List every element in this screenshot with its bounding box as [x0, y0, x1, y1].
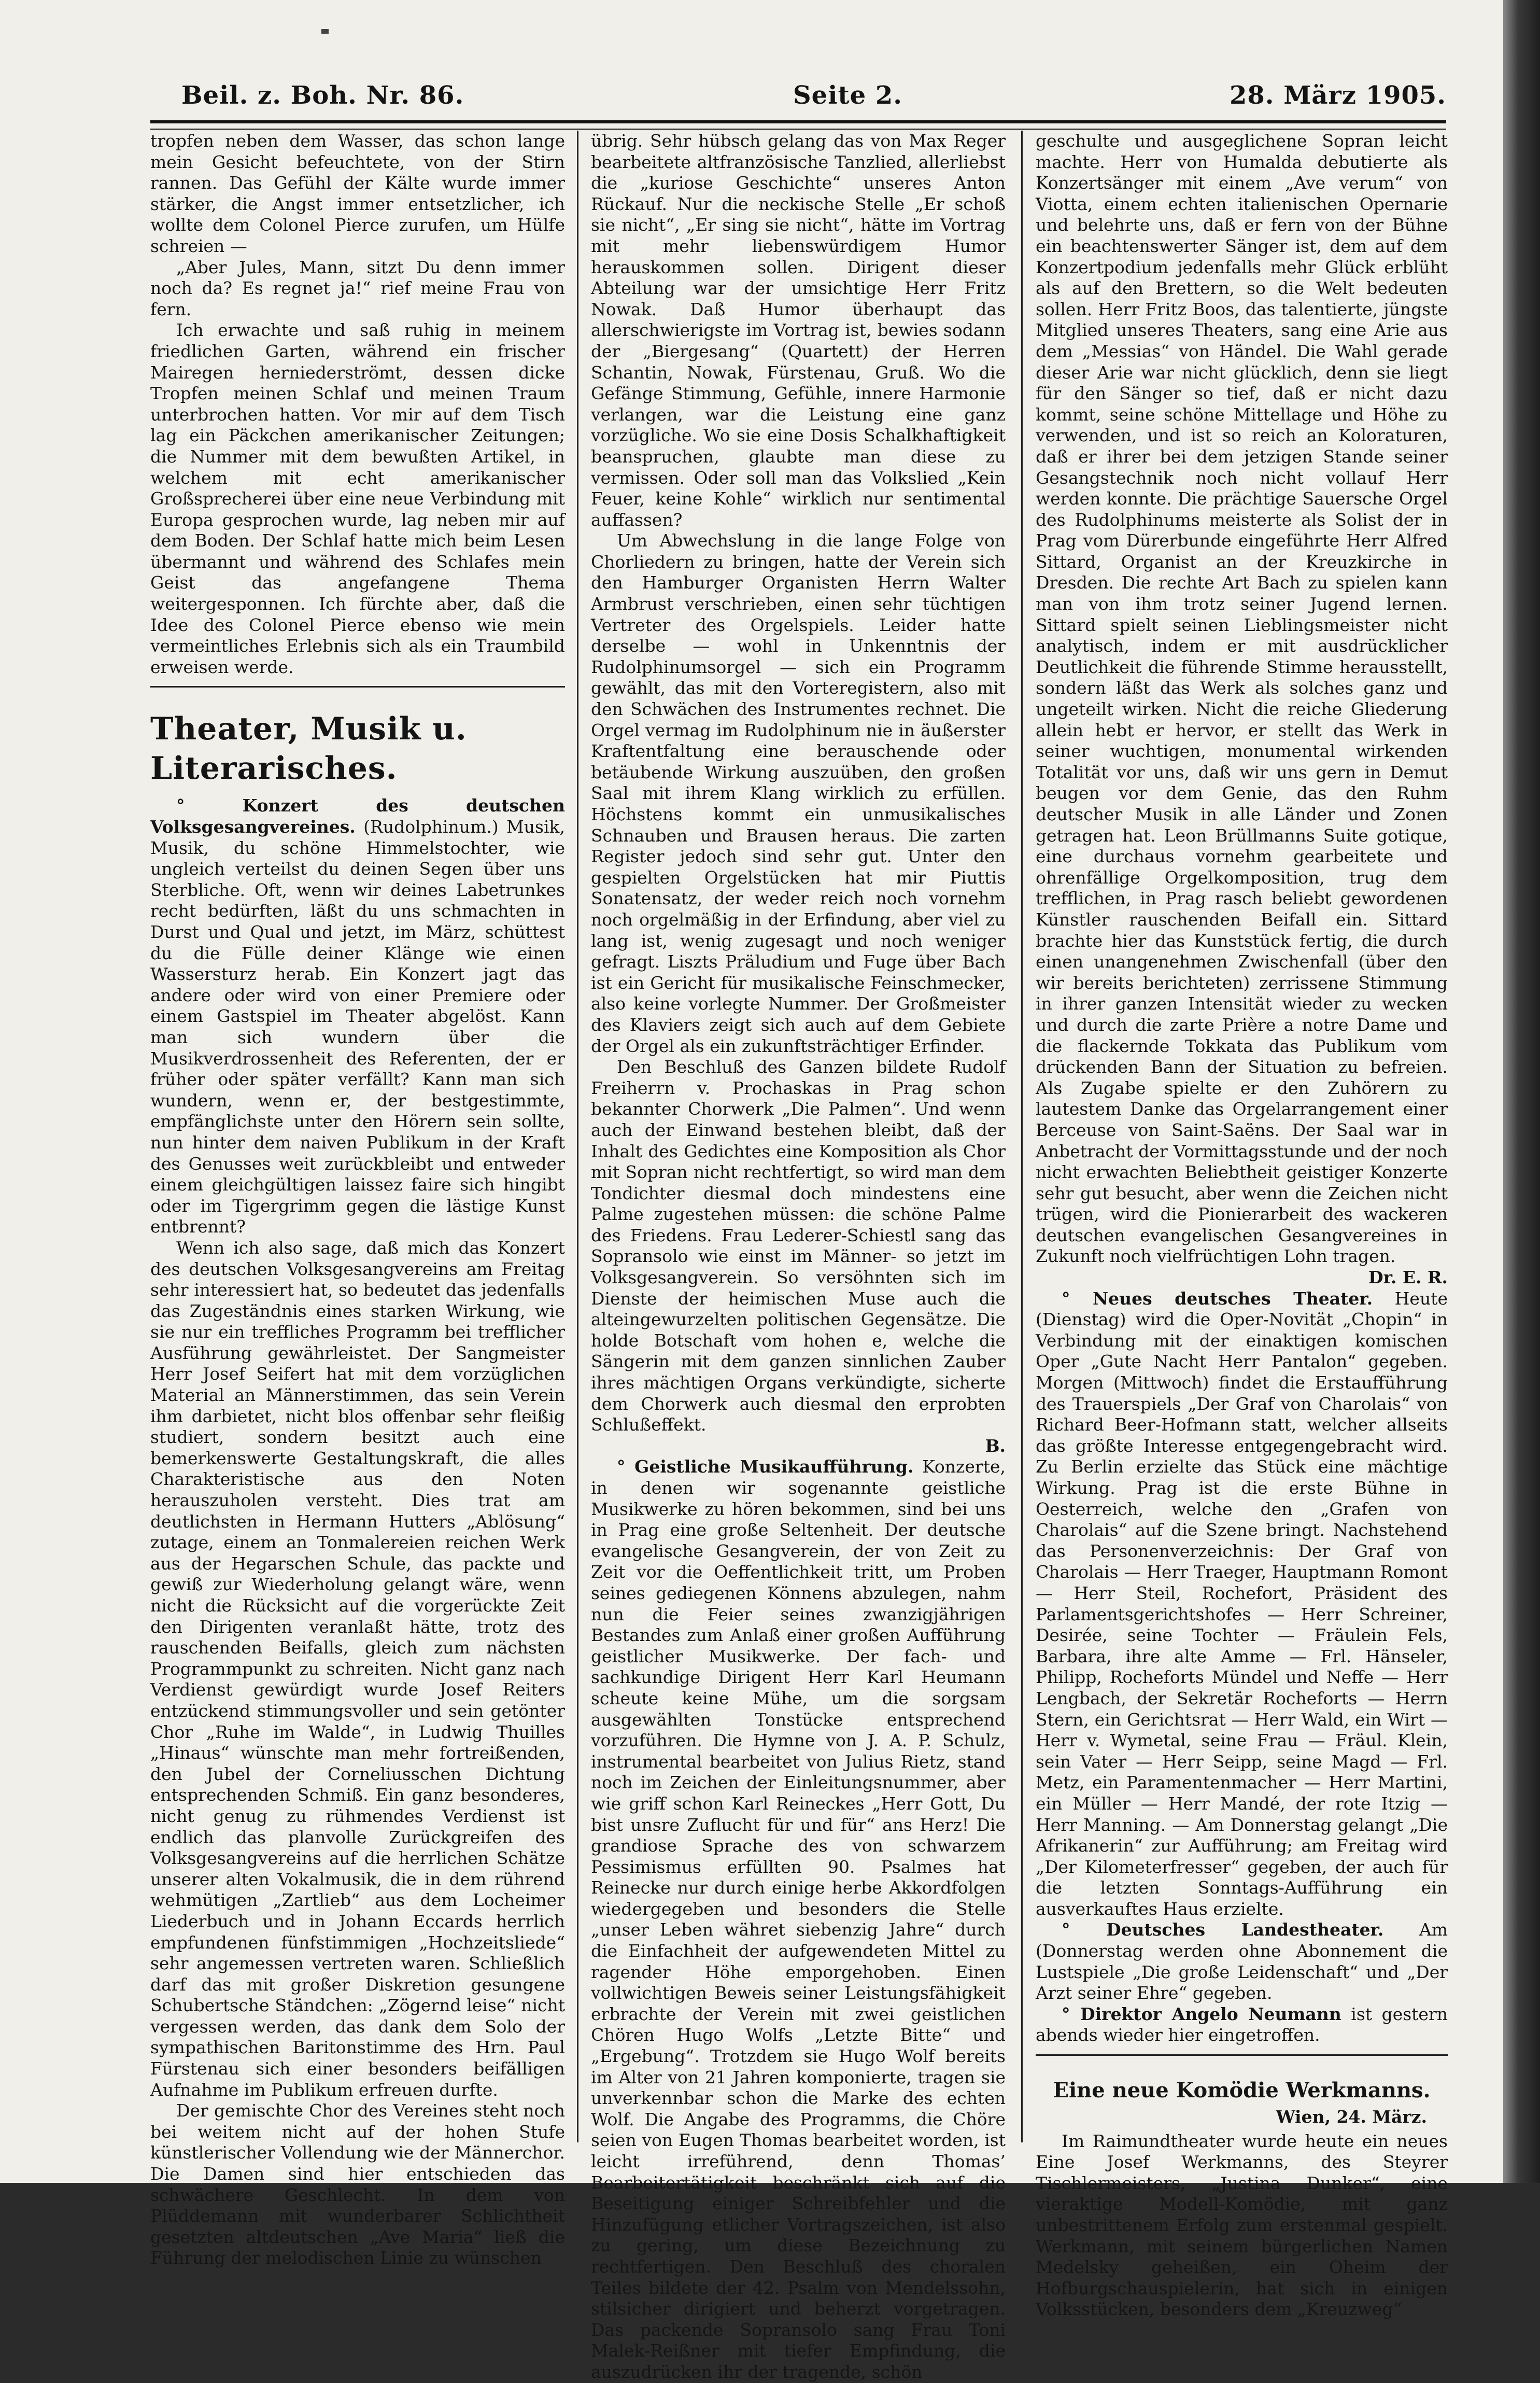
article-geistliche [591, 1456, 1006, 2382]
article-lead: ° Deutsches Landestheater. [1062, 1919, 1384, 1940]
article-signature: B. [985, 1435, 1006, 1456]
column-1 [150, 131, 565, 2268]
section-divider [1036, 2054, 1448, 2058]
article-text: Heute (Dienstag) wird die Oper-Novität „Chopin“ in Verbindung mit der einaktigen komischen Oper „Gute Nacht Herr Pantalon“ gegeben. Morgen (Mittwoch) findet die Erstaufführung des Trauerspiels „Der Graf von Charolais“ von Richard Beer-Hofmann statt, welcher allseits das größte Interesse entgegengebracht wird. Zu Berlin erzielte das Stück eine mächtige Wirkung. Prag ist die erste Bühne in Oesterreich, welche den „Grafen von Charolais“ auf die Szene bringt. Nachstehend das Personenverzeichnis: Der Graf von Charolais — Herr Traeger, Hauptmann Romont — Herr Steil, Rochefort, Präsident des Parlamentsgerichtshofes — Herr Schreiner, Desirée, seine Tochter — Fräulein Fels, Barbara, ihre alte Amme — Frl. Hänseler, Philipp, Rocheforts Mündel und Neffe — Herr Lengbach, der Sekretär Rocheforts — Herrn Stern, ein Gerichtsrat — Herr Wald, ein Wirt — Herr v. Wymetal, seine Frau — Fräul. Klein, sein Vater — Herr Seipp, seine Magd — Frl. Metz, ein Paramentenmacher — Herr Martini, ein Müller — Herr Mandé, der rote Itzig — Herr Manning. — Am Donnerstag gelangt „Die Afrikanerin“ zur Aufführung; am Freitag wird „Der Kilometerfresser“ gegeben, der auch für die letzten Sonntags-Aufführung ein ausverkauftes Haus erzielte. [1036, 1288, 1448, 1919]
article-signature: Dr. E. R. [1368, 1267, 1448, 1288]
story-continuation: tropfen neben dem Wasser, das schon lange mein Gesicht befeuchtete, von der Stirn rannen. Das Gefühl der Kälte wurde immer stärker, die Angst immer entsetzlicher, ich wollte dem Colonel Pierce zurufen, um Hülfe schreien — [150, 131, 565, 256]
article-text: (Rudolphinum.) Musik, Musik, du schöne Himmelstochter, wie ungleich verteilst du deinen Segen über uns Sterbliche. Oft, wenn wir deines Labetrunkes recht bedürften, läßt du uns schmachten in Durst und Qual und jetzt, im März, schüttest du die Fülle deiner Klänge wie einen Wassersturz herab. Ein Konzert jagt das andere oder wird von einer Premiere oder einem Gastspiel im Theater abgelöst. Kann man sich wundern über die Musikverdrossenheit des Referenten, der er früher oder später verfällt? Kann man sich wundern, wenn er, der bestgestimmte, empfänglichste unter den Hörern sein sollte, nun hinter dem naiven Publikum in der Kraft des Genusses weit zurückbleibt und entweder einem gleichgültigen laissez faire sich hingibt oder im Tigergrimm gegen die lästige Kunst entbrennt? [150, 817, 565, 1237]
article-title: Eine neue Komödie Werkmanns. [1053, 2078, 1431, 2103]
article-lead: ° Neues deutsches Theater. [1062, 1288, 1373, 1309]
section-divider [150, 686, 565, 690]
article-lead: ° Konzert des deutschen Volksgesangvereines. [150, 795, 565, 837]
article-lead: ° Geistliche Musikaufführung. [617, 1456, 914, 1477]
article-direktor [1036, 2004, 1448, 2046]
article-paragraph: Wenn ich also sage, daß mich das Konzert des deutschen Volksgesangvereins am Freitag sehr interessiert hat, so bedeutet das jedenfalls das Zugeständnis eines starken Wirkung, wie sie nur ein treffliches Programm bei trefflicher Ausführung gewährleistet. Der Sangmeister Herr Josef Seifert hat mit dem vorzüglichen Material an Männerstimmen, das sein Verein ihm darbietet, nicht blos offenbar sehr fleißig studiert, sondern besitzt auch eine bemerkenswerte Gestaltungskraft, die alles Charakteristische aus den Noten herauszuholen versteht. Dies trat am deutlichsten in Hermann Hutters „Ablösung“ zutage, einem an Tonmalereien reichen Werk aus der Hegarschen Schule, das packte und gewiß zur Wiederholung gelangt wäre, wenn nicht die Rücksicht auf die vorgerückte Zeit den Dirigenten veranlaßt hätte, trotz des rauschenden Beifalls, gleich zum nächsten Programmpunkt zu schreiten. Nicht ganz nach Verdienst gewürdigt wurde Josef Reiters entzückend stimmungsvoller und sein getönter Chor „Ruhe im Walde“, in Ludwig Thuilles „Hinaus“ wünschte man mehr fortreißenden, den Jubel der Corneliusschen Dichtung entsprechenden Schmiß. Ein ganz besonderes, nicht genug zu rühmendes Verdienst ist endlich das planvolle Zurückgreifen des Volksgesangvereins auf die herrlichen Schätze unserer alten Vokalmusik, die in dem rührend wehmütigen „Zartlieb“ aus dem Locheimer Liederbuch und in Johann Eccards herrlich empfundenen fünfstimmigen „Hochzeitsliede“ sehr angemessen vertreten waren. Schließlich darf das mit großer Diskretion gesungene Schubertsche Ständchen: „Zögernd leise“ nicht vergessen werden, das dank dem Solo der sympathischen Baritonstimme des Hrn. Paul Fürstenau sich einer besonders beifälligen Aufnahme im Publikum erfreuen durfte. [150, 1237, 565, 2100]
story-paragraph: „Aber Jules, Mann, sitzt Du denn immer noch da? Es regnet ja!“ rief meine Frau von fern. [150, 257, 565, 319]
article-continuation: geschulte und ausgeglichene Sopran leicht machte. Herr von Humalda debutierte als Konzertsänger mit einem „Ave verum“ von Viotta, einem echten italienischen Opernarie und belehrte uns, daß er fern von der Bühne ein beachtenswerter Sänger ist, dem auf dem Konzertpodium jedenfalls mehr Glück erblüht als auf den Brettern, so die Welt bedeuten sollen. Herr Fritz Boos, das talentierte, jüngste Mitglied unseres Theaters, sang eine Arie aus dem „Messias“ von Händel. Die Wahl gerade dieser Arie war nicht glücklich, denn sie liegt für den Sänger so tief, daß er nicht dazu kommt, seine schöne Mittellage und Höhe zu verwenden, und ist so reich an Koloraturen, daß er ihrer bei dem jetzigen Stande seiner Gesangstechnik noch nicht vollauf Herr werden konnte. Die prächtige Sauersche Orgel des Rudolphinums meisterte als Solist der in Prag vom Dürerbunde eingeführte Herr Alfred Sittard, Organist an der Kreuzkirche in Dresden. Die rechte Art Bach zu spielen kann man von ihm trotz seiner Jugend lernen. Sittard spielt seinen Lieblingsmeister nicht analytisch, indem er mit ausdrücklicher Deutlichkeit die führende Stimme herausstellt, sondern läßt das Werk als solches ganz und ungeteilt wirken. Nicht die reiche Gliederung allein hebt er hervor, er stellt das Werk in seiner wuchtigen, monumental wirkenden Totalität vor uns, daß wir uns gern in Demut beugen vor dem Genie, das den Ruhm deutscher Musik in alle Länder und Zonen getragen hat. Leon Brüllmanns Suite gotique, eine durchaus vornehm gearbeitete und ohrenfällige Orgelkomposition, trug dem trefflichen, in Prag rasch beliebt gewordenen Künstler rauschenden Beifall ein. Sittard brachte hier das Kunststück fertig, die durch einen unangenehmen Zwischenfall (über den wir bereits berichteten) zerrissene Stimmung in ihrer ganzen Intensität wieder zu wecken und durch die zarte Prière a notre Dame und die flackernde Tokkata das Publikum vom drückenden Bann der Situation zu befreien. Als Zugabe spielte er den Zuhörern zu lautestem Danke das Orgelarrangement einer Berceuse von Saint-Saëns. Der Saal war in Anbetracht der Vormittagsstunde und der noch nicht erwachten Beliebtheit geistiger Konzerte sehr gut besucht, aber wenn die Zeichen nicht trügen, wird die Pionierarbeit des wackeren deutschen evangelischen Gesangvereines in Zukunft noch vielfrüchtigen Lohn tragen. [1036, 131, 1448, 1267]
article-continuation: übrig. Sehr hübsch gelang das von Max Reger bearbeitete altfranzösische Tanzlied, allerliebst die „kuriose Geschichte“ unseres Anton Rückauf. Nur die neckische Stelle „Er schoß sie nicht“, „Er sing sie nicht“, hätte im Vortrag mit mehr liebenswürdigem Humor herauskommen sollen. Dirigent dieser Abteilung war der umsichtige Herr Fritz Nowak. Daß Humor überhaupt das allerschwierigste im Vortrag ist, bewies sodann der „Biergesang“ (Quartett) der Herren Schantin, Nowak, Fürstenau, Gruß. Wo die Gefänge Stimmung, Gefühle, innere Harmonie verlangen, war die Leistung eine ganz vorzügliche. Wo sie eine Dosis Schalkhaftigkeit beanspruchen, glaubte man diese zu vermissen. Oder soll man das Volkslied „Kein Feuer, keine Kohle“ wirklich nur sentimental auffassen? [591, 131, 1006, 530]
dateline: Wien, 24. März. [1276, 2107, 1427, 2127]
article-paragraph: Den Beschluß des Ganzen bildete Rudolf Freiherrn v. Prochaskas in Prag schon bekannter Chorwerk „Die Palmen“. Und wenn auch der Einwand bestehen bleibt, daß der Inhalt des Gedichtes eine Komposition als Chor mit Sopran nicht rechtfertigt, so wird man dem Tondichter diesmal doch mindestens eine Palme zugestehen müssen: die schöne Palme des Friedens. Frau Lederer-Schiestl sang das Sopransolo wie einst im Männer- so jetzt im Volksgesangverein. So versöhnten sich im Dienste der heimischen Muse auch die alteingewurzelten politischen Gegensätze. Die holde Botschaft vom hohen e, welche die Sängerin mit dem ganzen sinnlichen Zauber ihres mächtigen Organs verkündigte, sicherte dem Chorwerk auch diesmal den erprobten Schlußeffekt. [591, 1057, 1006, 1435]
scan-edge [1503, 0, 1540, 2183]
header-rule [150, 120, 1446, 130]
ink-smudge [321, 29, 329, 34]
article-text: Am (Donnerstag werden ohne Abonnement die Lustspiele „Die große Leidenschaft“ und „Der Arzt seiner Ehre“ gegeben. [1036, 1919, 1448, 2003]
header-date: 28. März 1905. [1229, 81, 1446, 110]
article-neues-theater [1036, 1288, 1448, 1920]
column-rule-1 [577, 131, 578, 2142]
article-text: Konzerte, in denen wir sogenannte geistliche Musikwerke zu hören bekommen, sind bei uns in Prag eine große Seltenheit. Der deutsche evangelische Gesangverein, der von Zeit zu Zeit vor die Oeffentlichkeit tritt, um Proben seines gediegenen Könnens abzulegen, nahm nun die Feier seines zwanzigjährigen Bestandes zum Anlaß einer großen Aufführung geistlicher Musikwerke. Der fach- und sachkundige Dirigent Herr Karl Heumann scheute keine Mühe, um die sorgsam ausgewählten Tonstücke entsprechend vorzuführen. Die Hymne von J. A. P. Schulz, instrumental bearbeitet von Julius Rietz, stand noch im Zeichen der Einleitungsnummer, aber wie griff schon Karl Reineckes „Herr Gott, Du bist unsre Zuflucht für und für“ ans Herz! Die grandiose Sprache des von schwarzem Pessimismus erfüllten 90. Psalmes hat Reinecke nur durch einige herbe Akkordfolgen wiedergegeben und besonders die Stelle „unser Leben währet siebenzig Jahre“ durch die Einfachheit der aufgewendeten Mittel zu ragender Höhe emporgehoben. Einen vollwichtigen Beweis seiner Leistungsfähigkeit erbrachte der Verein mit zwei geistlichen Chören Hugo Wolfs „Letzte Bitte“ und „Ergebung“. Trotzdem sie Hugo Wolf bereits im Alter von 21 Jahren komponierte, tragen sie unverkennbar schon die Marke des echten Wolf. Die Angabe des Programms, die Chöre seien von Eugen Thomas bearbeitet worden, ist leicht irreführend, denn Thomas’ Bearbeitertätigkeit beschränkt sich auf die Beseitigung einiger Schreibfehler und die Hinzufügung etlicher Vortragszeichen, ist also zu gering, um diese Bezeichnung zu rechtfertigen. Den Beschluß des choralen Teiles bildete der 42. Psalm von Mendelssohn, stilsicher dirigiert und beherzt vorgetragen. Das packende Sopransolo sang Frau Toni Malek-Reißner mit tiefer Empfindung, die auszudrücken ihr der tragende, schön [591, 1456, 1006, 2382]
column-2 [591, 131, 1006, 2382]
article-text: ist gestern abends wieder hier eingetroffen. [1036, 2003, 1448, 2045]
article-konzert [150, 795, 565, 1237]
article-landestheater [1036, 1919, 1448, 2003]
header-page-number: Seite 2. [793, 81, 902, 110]
page-header [181, 78, 1446, 119]
article-paragraph: Im Raimundtheater wurde heute ein neues Eine Josef Werkmanns, des Steyrer Tischlermeisters, „Justina Dunker“, eine vieraktige Modell-Komödie, mit ganz unbestrittenem Erfolg zum erstenmal gespielt. Werkmann, mit seinem bürgerlichen Namen Medelsky geheißen, ein Oheim der Hofburgschauspielerin, hat sich in einigen Volksstücken, besonders dem „Kreuzweg“ [1036, 2130, 1448, 2320]
column-rule-2 [1021, 131, 1023, 2142]
section-title: Theater, Musik u. Literarisches. [150, 711, 467, 787]
story-paragraph: Ich erwachte und saß ruhig in meinem friedlichen Garten, während ein frischer Mairegen herniederströmt, dessen dicke Tropfen meinen Schlaf und meinen Traum unterbrochen hatten. Vor mir auf dem Tisch lag ein Päckchen amerikanischer Zeitungen; die Nummer mit dem bewußten Artikel, in welchem mit echt amerikanischer Großsprecherei über eine neue Verbindung mit Europa gesprochen wurde, lag neben mir auf dem Boden. Der Schlaf hatte mich beim Lesen übermannt und während des Schlafes mein Geist das angefangene Thema weitergesponnen. Ich fürchte aber, daß die Idee des Colonel Pierce ebenso wie mein vermeintliches Erlebnis sich als ein Traumbild erweisen werde. [150, 320, 565, 677]
article-paragraph: Der gemischte Chor des Vereines steht noch bei weitem nicht auf der hohen Stufe künstlerischer Vollendung wie der Männerchor. Die Damen sind hier entschieden das schwächere Geschlecht. In dem von Plüddemann mit wunderbarer Schlichtheit gesetzten altdeutschen „Ave Maria“ ließ die Führung der melodischen Linie zu wünschen [150, 2100, 565, 2268]
article-paragraph: Um Abwechslung in die lange Folge von Chorliedern zu bringen, hatte der Verein sich den Hamburger Organisten Herrn Walter Armbrust verschrieben, einen sehr tüchtigen Vertreter des Orgelspiels. Leider hatte derselbe — wohl in Unkenntnis der Rudolphinumsorgel — sich ein Programm gewählt, das mit den Vorteregistern, also mit den Schwächen des Instrumentes rechnet. Die Orgel vermag im Rudolphinum nie in äußerster Kraftentfaltung eine berauschende oder betäubende Wirkung auszuüben, den großen Saal mit ihrem Klang wirklich zu erfüllen. Höchstens kommt ein unmusikalisches Schnauben und Brausen heraus. Die zarten Register jedoch sind sehr gut. Unter den gespielten Orgelstücken hat mir Piuttis Sonatensatz, der weder reich noch vornehm noch orgelmäßig in der Erfindung, aber viel zu lang ist, wenig zugesagt und noch weniger gefragt. Liszts Präludium und Fuge über Bach ist ein Gericht für musikalische Feinschmecker, also keine vorlegte Nummer. Der Großmeister des Klaviers zeigt sich auch auf dem Gebiete der Orgel als ein zukunftsträchtiger Erfinder. [591, 530, 1006, 1056]
article-lead: ° Direktor Angelo Neumann [1062, 2003, 1341, 2024]
column-3 [1036, 131, 1448, 2320]
header-issue: Beil. z. Boh. Nr. 86. [181, 81, 464, 110]
